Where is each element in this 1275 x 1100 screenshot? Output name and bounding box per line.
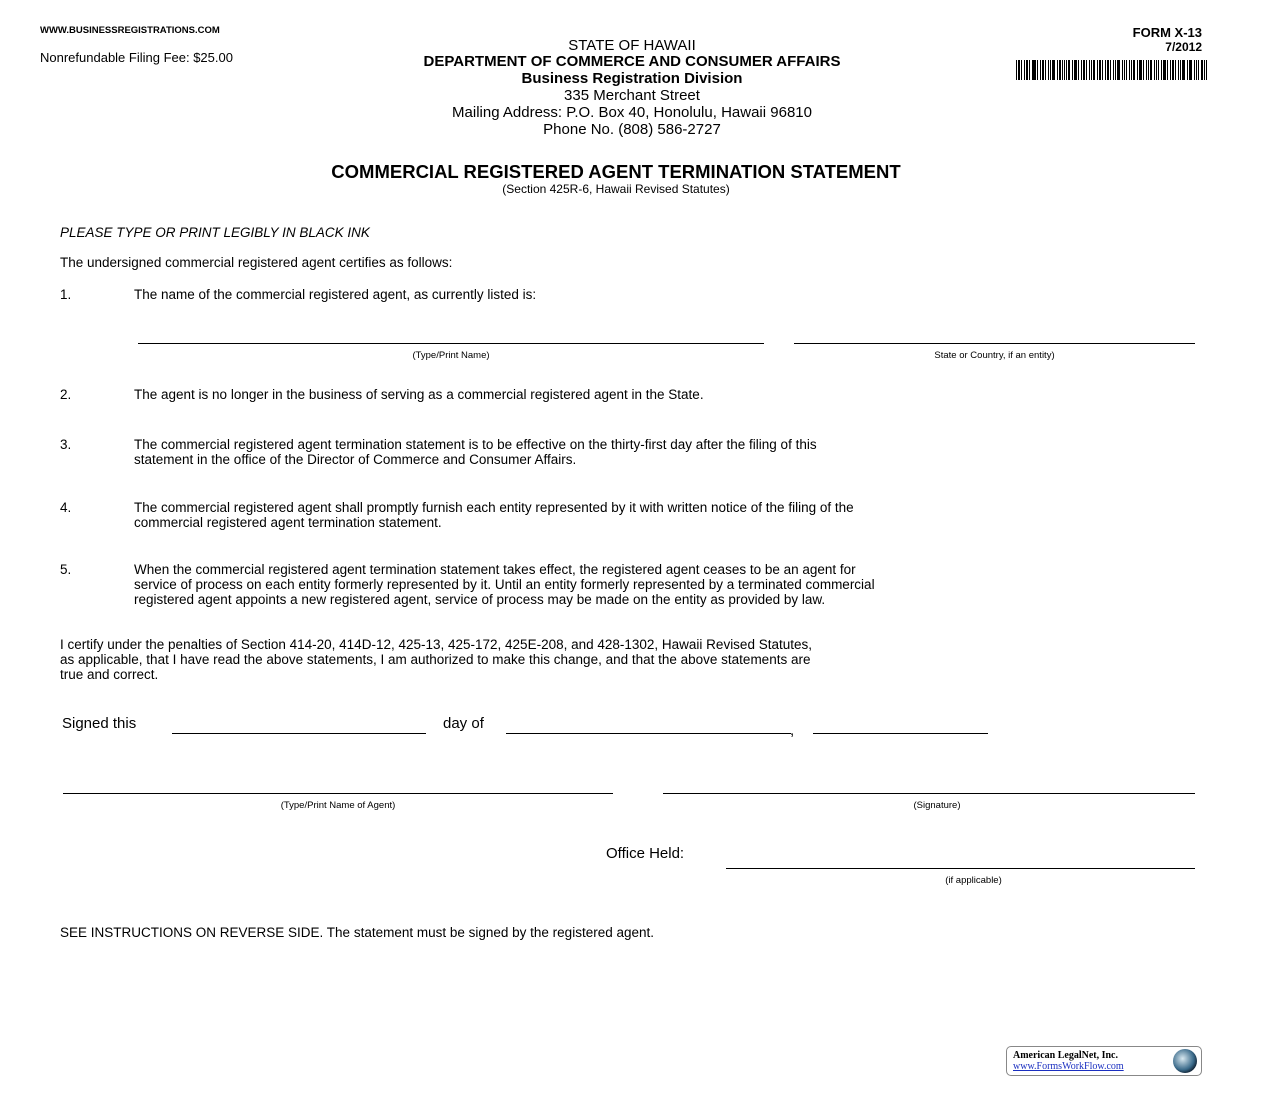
barcode [1016,60,1209,80]
if-applicable-label: (if applicable) [945,875,1002,886]
barcode-bar [1175,60,1176,80]
barcode-bar [1158,60,1160,80]
logo-company: American LegalNet, Inc. [1013,1050,1118,1061]
type-print-name-label: (Type/Print Name) [412,350,490,361]
barcode-bar [1163,60,1166,80]
filing-fee: Nonrefundable Filing Fee: $25.00 [40,50,233,65]
barcode-bar [1148,60,1149,80]
barcode-bar [1074,60,1077,80]
item-text-line: The commercial registered agent termination statement is to be effective on the thirty-first day after the filing of this [134,437,817,452]
division-heading: Business Registration Division [521,70,743,87]
barcode-bar [1089,60,1090,80]
barcode-bar [1078,60,1079,80]
certification-line: I certify under the penalties of Section 414-20, 414D-12, 425-13, 425-172, 425E-208, and 428-1302, Hawaii Revised Statutes, [60,637,812,652]
agent-name-field[interactable] [138,343,764,344]
barcode-bar [1161,60,1162,80]
barcode-bar [1189,60,1190,80]
barcode-bar [1113,60,1114,80]
barcode-bar [1072,60,1073,80]
item-text-line: The agent is no longer in the business of serving as a commercial registered agent in the State. [134,387,704,402]
barcode-bar [1182,60,1185,80]
barcode-bar [1016,60,1017,80]
item-text-line: service of process on each entity formerly represented by it. Until an entity formerly represented by a terminated commercial [134,577,875,592]
barcode-bar [1196,60,1197,80]
barcode-bar [1115,60,1116,80]
barcode-bar [1093,60,1096,80]
barcode-bar [1105,60,1106,80]
barcode-bar [1057,60,1058,80]
barcode-bar [1172,60,1174,80]
barcode-bar [1150,60,1152,80]
barcode-bar [1029,60,1030,80]
barcode-bar [1178,60,1179,80]
barcode-bar [1086,60,1087,80]
barcode-bar [1204,60,1205,80]
barcode-bar [1198,60,1199,80]
barcode-bar [1091,60,1092,80]
barcode-bar [1167,60,1168,80]
barcode-bar [1137,60,1138,80]
item-text-line: The name of the commercial registered agent, as currently listed is: [134,287,537,302]
barcode-bar [1024,60,1025,80]
phone-number: Phone No. (808) 586-2727 [543,121,721,138]
barcode-bar [1018,60,1020,80]
barcode-bar [1050,60,1051,80]
item-number: 3. [60,437,72,452]
form-title: COMMERCIAL REGISTERED AGENT TERMINATION STATEMENT [331,161,901,182]
form-number: FORM X-13 [1132,25,1202,40]
signature-field[interactable] [663,793,1195,794]
barcode-bar [1107,60,1109,80]
office-held-field[interactable] [726,868,1195,869]
barcode-bar [1083,60,1085,80]
american-legalnet-logo [1006,1046,1202,1076]
barcode-bar [1062,60,1063,80]
barcode-bar [1124,60,1125,80]
barcode-bar [1156,60,1157,80]
barcode-bar [1042,60,1044,80]
barcode-bar [1040,60,1041,80]
barcode-bar [1064,60,1065,80]
signed-month-field[interactable] [506,733,791,734]
agent-print-name-field[interactable] [63,793,613,794]
ink-instruction: PLEASE TYPE OR PRINT LEGIBLY IN BLACK INK [60,225,370,240]
barcode-bar [1117,60,1120,80]
agent-print-name-label: (Type/Print Name of Agent) [280,800,396,811]
barcode-bar [1068,60,1070,80]
item-number: 4. [60,500,72,515]
barcode-bar [1033,60,1036,80]
barcode-bar [1032,60,1033,80]
barcode-bar [1194,60,1195,80]
barcode-bar [1154,60,1155,80]
barcode-bar [1129,60,1130,80]
barcode-bar [1081,60,1082,80]
website-url: WWW.BUSINESSREGISTRATIONS.COM [40,25,220,36]
item-text-line: The commercial registered agent shall promptly furnish each entity represented by it with written notice of the filing of the [134,500,854,515]
date-comma: , [790,722,795,739]
item-number: 5. [60,562,72,577]
form-subtitle: (Section 425R-6, Hawaii Revised Statutes) [502,182,730,196]
intro-text: The undersigned commercial registered agent certifies as follows: [60,255,453,270]
reverse-side-note: SEE INSTRUCTIONS ON REVERSE SIDE. The statement must be signed by the registered agent. [60,925,654,940]
barcode-bar [1201,60,1203,80]
item-text-line: commercial registered agent termination statement. [134,515,442,530]
barcode-bar [1190,60,1192,80]
barcode-bar [1143,60,1144,80]
barcode-bar [1180,60,1181,80]
item-text-line: statement in the office of the Director of Commerce and Consumer Affairs. [134,452,577,467]
signed-day-field[interactable] [172,733,426,734]
day-of-label: day of [443,715,484,732]
barcode-bar [1048,60,1049,80]
barcode-bar [1131,60,1132,80]
state-country-field[interactable] [794,343,1195,344]
barcode-bar [1026,60,1028,80]
barcode-bar [1206,60,1207,80]
signature-label: (Signature) [913,800,961,811]
barcode-bar [1170,60,1171,80]
globe-icon [1173,1049,1197,1073]
item-text-line: registered agent appoints a new registered agent, service of process may be made on the entity as provided by law. [134,592,826,607]
barcode-bar [1187,60,1188,80]
state-country-label: State or Country, if an entity) [934,350,1055,361]
barcode-bar [1139,60,1142,80]
barcode-bar [1037,60,1038,80]
barcode-bar [1066,60,1067,80]
office-held-label: Office Held: [606,845,685,862]
barcode-bar [1052,60,1055,80]
item-number: 1. [60,287,72,302]
mailing-address: Mailing Address: P.O. Box 40, Honolulu, Hawaii 96810 [452,104,812,121]
barcode-bar [1021,60,1022,80]
barcode-bar [1126,60,1128,80]
barcode-bar [1110,60,1111,80]
barcode-bar [1122,60,1123,80]
barcode-bar [1097,60,1098,80]
signed-this-label: Signed this [62,715,137,732]
form-date: 7/2012 [1165,40,1202,54]
street-address: 335 Merchant Street [564,87,700,104]
barcode-bar [1099,60,1101,80]
state-heading: STATE OF HAWAII [568,37,696,54]
certification-line: true and correct. [60,667,159,682]
barcode-bar [1133,60,1135,80]
item-number: 2. [60,387,72,402]
department-heading: DEPARTMENT OF COMMERCE AND CONSUMER AFFAIRS [423,53,841,70]
barcode-bar [1059,60,1061,80]
logo-url[interactable]: www.FormsWorkFlow.com [1013,1061,1124,1072]
item-text-line: When the commercial registered agent termination statement takes effect, the registered agent ceases to be an agent for [134,562,856,577]
certification-line: as applicable, that I have read the above statements, I am authorized to make this change, and that the above statements are [60,652,811,667]
barcode-bar [1146,60,1147,80]
barcode-bar [1045,60,1046,80]
barcode-bar [1102,60,1103,80]
signed-year-field[interactable] [813,733,988,734]
